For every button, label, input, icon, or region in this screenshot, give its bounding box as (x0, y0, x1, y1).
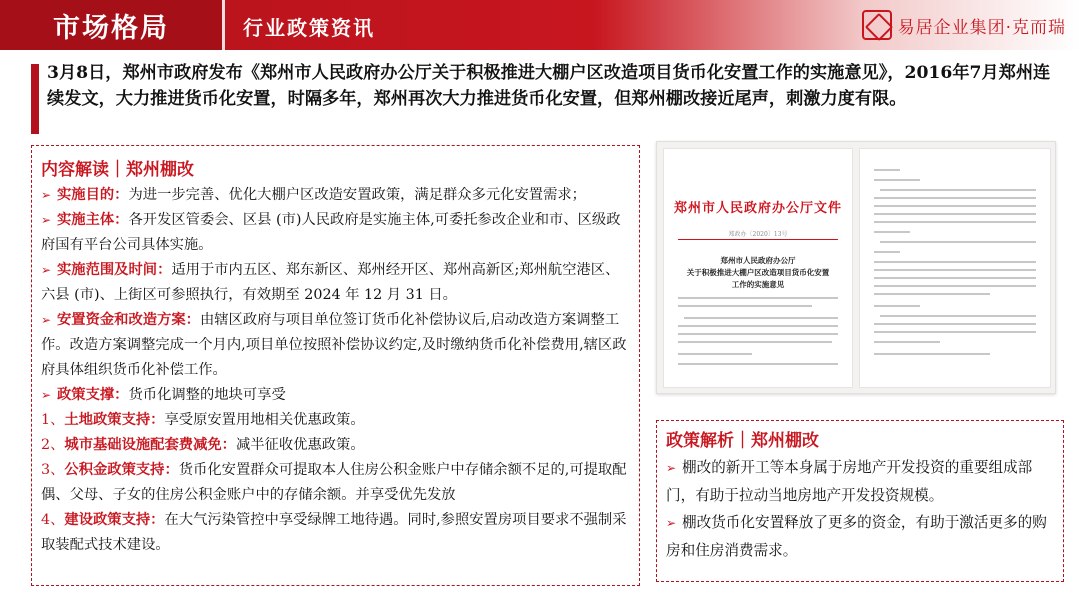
item-label: 政策支撑： (57, 387, 129, 403)
intro-accent-bar (31, 64, 39, 134)
text-line (684, 317, 838, 319)
item-text: 棚改的新开工等本身属于房地产开发投资的重要组成部门，有助于拉动当地房地产开发投资规模。 (666, 459, 1033, 504)
text-line (874, 179, 920, 181)
box-content (666, 454, 1058, 564)
item-text: 享受原安置用地相关优惠政策。 (164, 412, 365, 428)
text-line (874, 353, 990, 355)
document-title-line: 郑州市人民政府办公厅 (720, 256, 796, 265)
text-line (678, 305, 812, 307)
section-tab (0, 0, 222, 50)
item-number: 1、 (41, 412, 65, 428)
document-number: 郑政办〔2020〕13号 (728, 231, 788, 238)
company-logo (862, 9, 1066, 41)
header-bar (0, 0, 1080, 50)
arrow-icon: ➢ (666, 516, 677, 530)
item-number: 2、 (41, 437, 65, 453)
text-line (874, 341, 940, 343)
item-label: 城市基础设施配套费减免： (64, 437, 236, 453)
page-subtitle: 行业政策资讯 (243, 16, 375, 40)
list-item (666, 454, 1058, 509)
document-header: 郑州市人民政府办公厅文件 (673, 201, 842, 216)
item-label: 公积金政策支持： (64, 462, 179, 478)
text-line (874, 231, 910, 233)
policy-document-image (656, 141, 1056, 394)
numbered-item (41, 458, 631, 508)
content-interpretation-box (31, 145, 640, 586)
section-title: 市场格局 (53, 12, 169, 44)
text-line (678, 363, 838, 365)
document-page-left (663, 148, 853, 388)
item-text: 在大气污染管控中享受绿牌工地待遇。同时,参照安置房项目要求不强制采取装配式技术建设。 (41, 512, 627, 553)
logo-text: 易居企业集团·克而瑞 (897, 17, 1066, 38)
text-line (874, 169, 900, 171)
item-number: 4、 (41, 512, 65, 528)
text-line (678, 325, 838, 327)
item-text: 减半征收优惠政策。 (235, 437, 365, 453)
document-title-line: 工作的实施意见 (731, 280, 785, 289)
document-red-line (678, 239, 838, 240)
arrow-icon: ➢ (666, 461, 677, 475)
list-item (41, 383, 631, 408)
item-label: 实施目的： (57, 187, 129, 203)
text-line (874, 251, 900, 253)
item-text: 各开发区管委会、区县 (市)人民政府是实施主体,可委托参改企业和市、区级政府国有平台公司具体实施。 (41, 212, 621, 253)
text-line (874, 331, 1036, 333)
text-line (880, 315, 1036, 317)
text-line (874, 197, 1036, 199)
arrow-icon: ➢ (41, 388, 52, 402)
text-line (880, 241, 1036, 243)
list-item (41, 308, 631, 383)
item-text: 棚改货币化安置释放了更多的资金，有助于激活更多的购房和住房消费需求。 (666, 514, 1047, 559)
arrow-icon: ➢ (41, 263, 52, 277)
item-text: 货币化安置群众可提取本人住房公积金账户中存储余额不足的,可提取配偶、父母、子女的住房公积金账户中的存储余额。并享受优先发放 (41, 462, 627, 503)
logo-icon (862, 10, 892, 40)
document-title-line: 关于积极推进大棚户区改造项目货币化安置 (686, 268, 830, 277)
box-title: 内容解读｜郑州棚改 (41, 160, 194, 180)
item-label: 土地政策支持： (64, 412, 165, 428)
policy-analysis-box (656, 420, 1064, 582)
item-text: 货币化调整的地块可享受 (128, 387, 286, 403)
list-item (666, 509, 1058, 564)
text-line (880, 189, 1036, 191)
list-item (41, 208, 631, 258)
intro-paragraph: 3月8日，郑州市政府发布《郑州市人民政府办公厅关于积极推进大棚户区改造项目货币化安置工作的实施意见》，2016年7月郑州连续发文，大力推进货币化安置，时隔多年，郑州再次大力推进货币化安置，但郑州棚改接近尾声，刺激力度有限。 (47, 63, 1051, 109)
text-line (874, 269, 1036, 271)
item-label: 安置资金和改造方案： (57, 312, 200, 328)
numbered-item (41, 508, 631, 558)
item-text: 由辖区政府与项目单位签订货币化补偿协议后,启动改造方案调整工作。改造方案调整完成一个月内,项目单位按照补偿协议约定,及时缴纳货币化补偿费用,辖区政府具体组织货币化补偿工作。 (41, 312, 627, 378)
text-line (678, 297, 838, 299)
box-content (41, 183, 631, 558)
text-line (874, 305, 920, 307)
list-item (41, 258, 631, 308)
text-line (874, 213, 1036, 215)
header-divider (222, 0, 225, 50)
item-text: 适用于市内五区、郑东新区、郑州经开区、郑州高新区;郑州航空港区、六县 (市)、上街区可参照执行，有效期至 2024 年 12 月 31 日。 (41, 262, 620, 303)
text-line (874, 293, 990, 295)
text-line (678, 341, 832, 343)
arrow-icon: ➢ (41, 313, 52, 327)
text-line (874, 323, 1036, 325)
box-title: 政策解析｜郑州棚改 (666, 431, 819, 451)
item-number: 3、 (41, 462, 65, 478)
text-line (678, 353, 752, 355)
numbered-item (41, 433, 631, 458)
text-line (678, 333, 838, 335)
text-line (874, 205, 1036, 207)
list-item (41, 183, 631, 208)
text-line (874, 261, 1036, 263)
item-label: 建设政策支持： (64, 512, 165, 528)
arrow-icon: ➢ (41, 188, 52, 202)
text-line (874, 277, 1036, 279)
text-line (874, 285, 1036, 287)
item-label: 实施主体： (57, 212, 129, 228)
arrow-icon: ➢ (41, 213, 52, 227)
text-line (874, 221, 1036, 223)
item-text: 为进一步完善、优化大棚户区改造安置政策，满足群众多元化安置需求； (128, 187, 586, 203)
numbered-item (41, 408, 631, 433)
item-label: 实施范围及时间： (57, 262, 172, 278)
document-page-right (859, 148, 1051, 388)
